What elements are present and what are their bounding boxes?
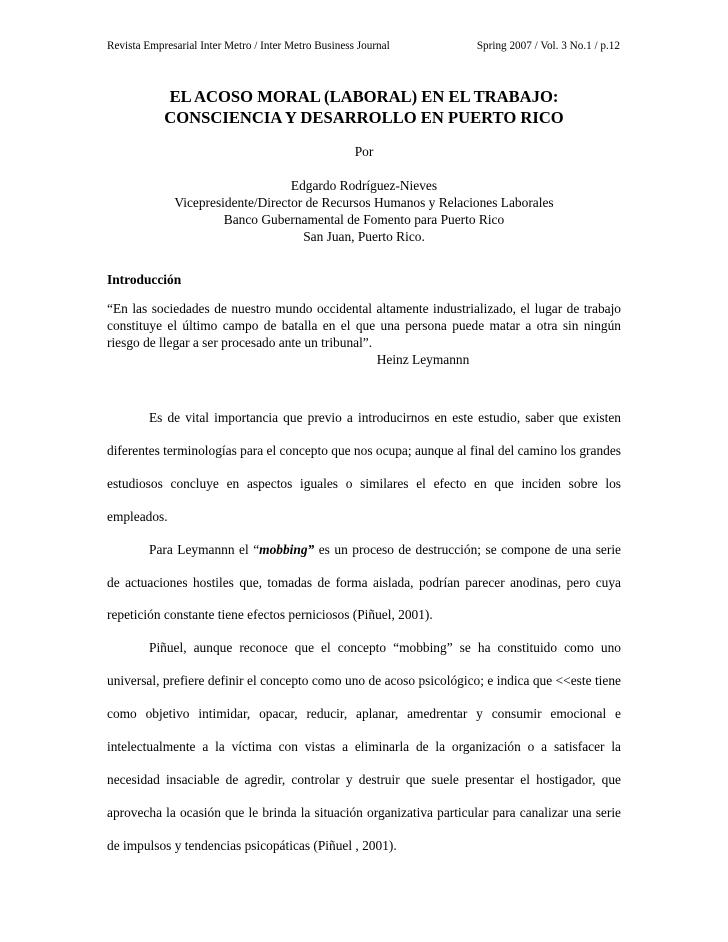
journal-name: Revista Empresarial Inter Metro / Inter Metro Business Journal: [107, 40, 390, 52]
author-position: Vicepresidente/Director de Recursos Humanos y Relaciones Laborales: [174, 195, 554, 210]
author-block: [100, 177, 628, 245]
author-institution: Banco Gubernamental de Fomento para Puerto Rico: [223, 212, 505, 227]
epigraph-attribution: Heinz Leymannn: [376, 352, 470, 367]
running-header: [107, 40, 620, 52]
epigraph: [107, 300, 621, 368]
paragraph-2-lead: Para Leymannn el “: [149, 541, 260, 557]
byline: Por: [354, 144, 374, 159]
section-heading: Introducción: [107, 272, 182, 287]
article-title: [100, 86, 628, 128]
title-line-1: EL ACOSO MORAL (LABORAL) EN EL TRABAJO:: [169, 87, 559, 106]
paragraph-2: [107, 534, 621, 633]
mobbing-term: mobbing”: [259, 541, 315, 557]
issue-info: Spring 2007 / Vol. 3 No.1 / p.12: [476, 40, 620, 52]
epigraph-quote: “En las sociedades de nuestro mundo occidental altamente industrializado, el lugar de trabajo constituye el último campo de batalla en el que una persona puede matar a otra sin ningún riesgo de llegar a ser procesado ante un tribunal”.: [107, 301, 621, 350]
paragraph-1: Es de vital importancia que previo a introducirnos en este estudio, saber que existen diferentes terminologías para el concepto que nos ocupa; aunque al final del camino los grandes estudiosos concluye en aspectos iguales o similares el efecto en que inciden sobre los empleados.: [107, 410, 621, 524]
title-line-2: CONSCIENCIA Y DESARROLLO EN PUERTO RICO: [164, 108, 564, 127]
author-location: San Juan, Puerto Rico.: [303, 229, 425, 244]
body-text: [107, 402, 621, 863]
author-name: Edgardo Rodríguez-Nieves: [290, 178, 438, 193]
paragraph-3: Piñuel, aunque reconoce que el concepto “mobbing” se ha constituido como uno universal, prefiere definir el concepto como uno de acoso psicológico; e indica que <<este tiene como objetivo intimidar, opacar, reducir, aplanar, amedrentar y consumir emocional e intelectualmente a la víctima con vistas a eliminarla de la organización o a satisfacer la necesidad insaciable de agredir, controlar y destruir que suele presentar el hostigador, que aprovecha la ocasión que le brinda la situación organizativa particular para canalizar una serie de impulsos y tendencias psicopáticas (Piñuel , 2001).: [107, 640, 621, 853]
paragraph-2-rest: es un proceso de destrucción; se compone de una serie de actuaciones hostiles que, tomadas de forma aislada, podrían parecer anodinas, pero cuya repetición constante tiene efectos perniciosos (Piñuel, 2001).: [107, 541, 621, 623]
